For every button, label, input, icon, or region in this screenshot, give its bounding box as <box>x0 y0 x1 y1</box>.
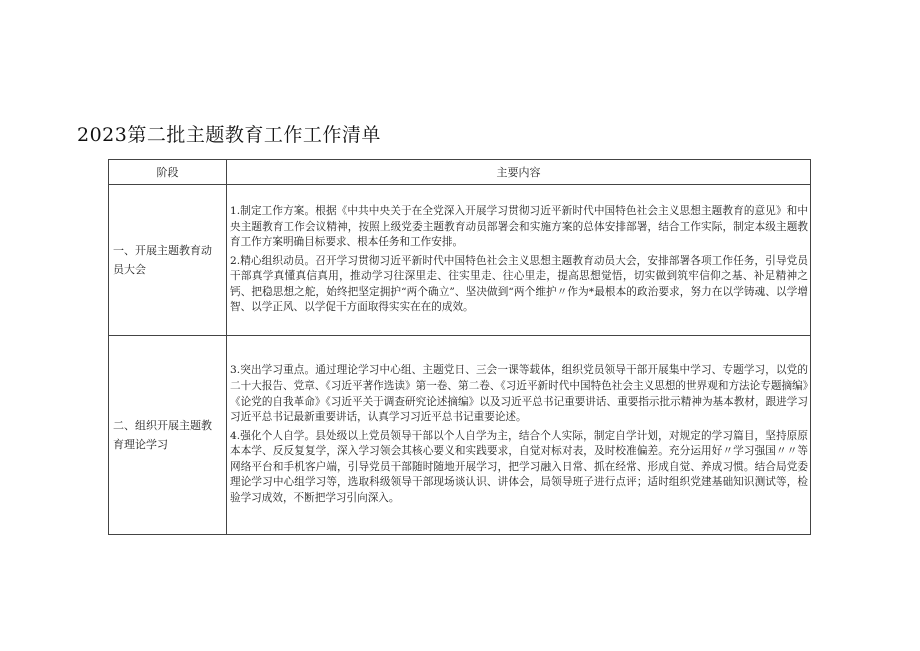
header-content: 主要内容 <box>227 160 811 185</box>
table-row <box>109 185 811 336</box>
stage-cell: 一、开展主题教育动员大会 <box>109 185 227 336</box>
content-item: 1.制定工作方案。根据《中共中央关于在全党深入开展学习贯彻习近平新时代中国特色社会主义思想主题教育的意见》和中央主题教育工作会议精神，按照上级党委主题教育动员部署会和实施方案的总体安排部署，结合工作实际，制定本级主题教育工作方案明确目标要求、根本任务和工作安排。 <box>230 204 808 249</box>
content-item: 2.精心组织动员。召开学习贯彻习近平新时代中国特色社会主义思想主题教育动员大会，安排部署各项工作任务，引导党员干部真学真懂真信真用，推动学习往深里走、往实里走、往心里走，提高思想觉悟，切实做到筑牢信仰之基、补足精神之钙、把稳思想之舵，始终把坚定拥护“两个确立”、坚决做到“两个维护〃作为*最根本的政治要求，努力在以学铸魂、以学增智、以学正风、以学促干方面取得实实在在的成效。 <box>230 254 808 314</box>
content-cell <box>227 185 811 336</box>
table-row <box>109 336 811 535</box>
content-cell <box>227 336 811 535</box>
table-header-row <box>109 160 811 185</box>
stage-cell: 二、组织开展主题教育理论学习 <box>109 336 227 535</box>
header-stage: 阶段 <box>109 160 227 185</box>
work-list-table <box>108 159 811 535</box>
document-title: 2023第二批主题教育工作工作清单 <box>77 124 381 146</box>
content-item: 3.突出学习重点。通过理论学习中心组、主题党日、三会一课等载体，组织党员领导干部开展集中学习、专题学习，以党的二十大报告、党章、《习近平著作选读》第一卷、第二卷、《习近平新时代中国特色社会主义思想的世界观和方法论专题摘编》《论党的自我革命》《习近平关于调查研究论述摘编》以及习近平总书记重要讲话、重要指示批示精神为基本教材，跟进学习习近平总书记最新重要讲话，认真学习习近平总书记重要论述。 <box>230 364 808 424</box>
content-item: 4.强化个人自学。县处级以上党员领导干部以个人自学为主，结合个人实际，制定自学计划，对规定的学习篇目，坚持原原本本学、反反复复学，深入学习领会其核心要义和实践要求，自觉对标对表，及时校准偏差。充分运用好〃学习强国〃〃等网络平台和手机客户端，引导党员干部随时随地开展学习，把学习融入日常、抓在经常、形成自觉、养成习惯。结合局党委理论学习中心组学习等，选取科级领导干部现场谈认识、讲体会，局领导班子进行点评；适时组织党建基础知识测试等，检验学习成效，不断把学习引向深入。 <box>230 429 808 505</box>
